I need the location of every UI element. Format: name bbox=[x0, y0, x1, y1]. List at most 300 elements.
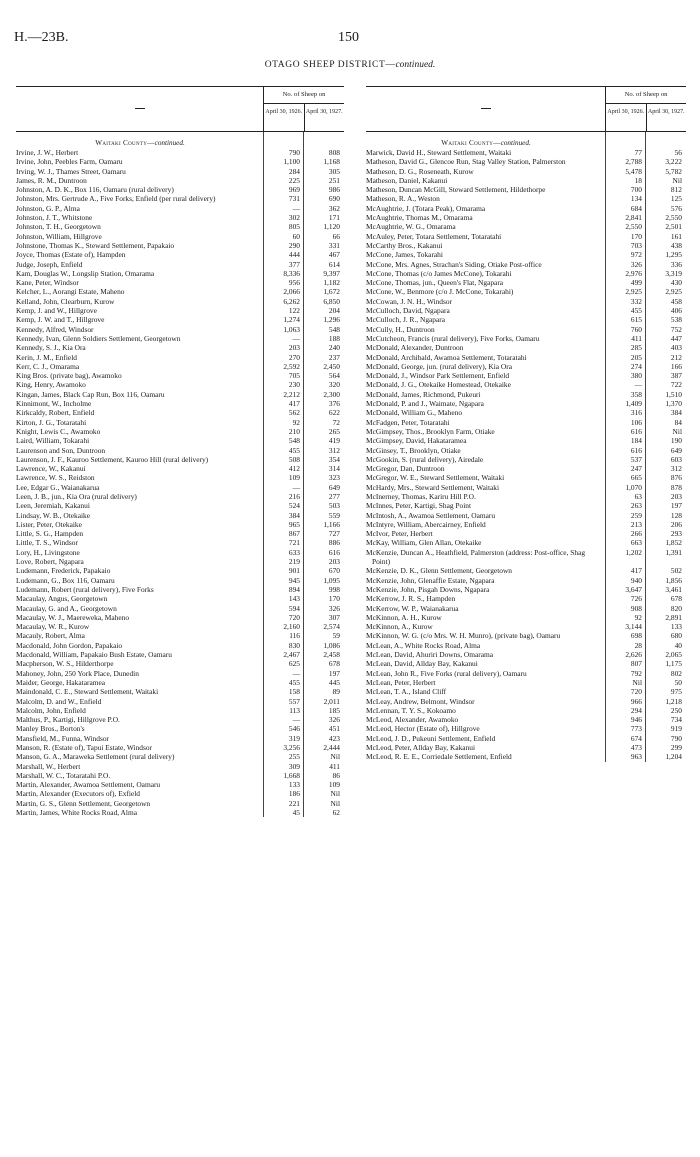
entry-name: McKinnon, W. G. (c/o Mrs. W. H. Munro), (private bag), Oamaru bbox=[366, 631, 561, 641]
table-row bbox=[16, 315, 344, 324]
entry-name: Laird, William, Tokarahi bbox=[16, 436, 90, 446]
sheep-1926: 524 bbox=[288, 501, 300, 511]
table-row bbox=[366, 743, 686, 752]
sheep-1926: 417 bbox=[630, 566, 642, 576]
table-row bbox=[366, 278, 686, 287]
sheep-1927: 1,856 bbox=[665, 575, 682, 585]
entry-name: Leen, Jeremiah, Kakanui bbox=[16, 501, 90, 511]
header-years bbox=[606, 104, 686, 131]
sheep-1926: 616 bbox=[630, 426, 642, 436]
sheep-1926: 1,063 bbox=[283, 324, 300, 334]
table-row bbox=[16, 390, 344, 399]
sheep-1926: 203 bbox=[288, 343, 300, 353]
sheep-1927: 2,444 bbox=[323, 743, 340, 752]
entry-name: McAuley, Peter, Totara Settlement, Totaratahi bbox=[366, 231, 502, 241]
sheep-1927: Nil bbox=[672, 426, 682, 436]
sheep-1926: 274 bbox=[630, 361, 642, 371]
table-row bbox=[16, 455, 344, 464]
header-group-label: No. of Sheep on bbox=[606, 87, 686, 104]
sheep-1926: 674 bbox=[630, 733, 642, 743]
sheep-1927: 919 bbox=[670, 724, 682, 734]
table-row bbox=[366, 585, 686, 594]
sheep-1926: 537 bbox=[630, 454, 642, 464]
table-row bbox=[16, 306, 344, 315]
sheep-1926: 2,976 bbox=[625, 268, 642, 278]
sheep-1927: 56 bbox=[674, 148, 682, 157]
entry-name: Macaulay, G. and A., Georgetown bbox=[16, 603, 117, 613]
table-row bbox=[366, 260, 686, 269]
entry-name: Irvine, John, Peebles Farm, Oamaru bbox=[16, 157, 123, 167]
sheep-1926: — bbox=[292, 668, 300, 678]
table-row bbox=[366, 167, 686, 176]
sheep-1927: 975 bbox=[670, 687, 682, 697]
entry-name: McDonald, James, Richmond, Pukeuri bbox=[366, 389, 481, 399]
sheep-1927: 3,222 bbox=[665, 157, 682, 167]
sheep-1926: 1,070 bbox=[625, 482, 642, 492]
table-row bbox=[16, 613, 344, 622]
entry-name: McIntosh, A., Awamoa Settlement, Oamaru bbox=[366, 510, 496, 520]
table-row bbox=[16, 697, 344, 706]
entry-name: McCulloch, David, Ngapara bbox=[366, 306, 450, 316]
sheep-1927: 197 bbox=[670, 501, 682, 511]
entry-name: McIntyre, William, Abercairney, Enfield bbox=[366, 519, 486, 529]
sheep-1927: 161 bbox=[670, 231, 682, 241]
entry-name: Joyce, Thomas (Estate of), Hampden bbox=[16, 250, 126, 260]
table-row bbox=[366, 548, 686, 567]
sheep-1926: 8,336 bbox=[283, 268, 300, 278]
sheep-1926: 945 bbox=[288, 575, 300, 585]
table-row bbox=[16, 287, 344, 296]
entry-name: Macpherson, W. S., Hilderthorpe bbox=[16, 659, 114, 669]
sheep-1927: 538 bbox=[670, 315, 682, 325]
sheep-1927: 458 bbox=[670, 296, 682, 306]
sheep-1927: Nil bbox=[330, 752, 340, 762]
sheep-1926: 412 bbox=[288, 464, 300, 474]
sheep-1927: 445 bbox=[328, 677, 340, 687]
sheep-1926: 92 bbox=[634, 612, 642, 622]
sheep-1927: 1,175 bbox=[665, 659, 682, 669]
entry-name: Lindsay, W. B., Otekaike bbox=[16, 510, 91, 520]
sheep-1927: 670 bbox=[328, 566, 340, 576]
sheep-1926: 455 bbox=[288, 677, 300, 687]
sheep-1926: 5,478 bbox=[625, 166, 642, 176]
sheep-1926: 698 bbox=[630, 631, 642, 641]
table-row bbox=[16, 799, 344, 808]
sheep-1927: 250 bbox=[670, 705, 682, 715]
table-row bbox=[366, 418, 686, 427]
entry-name: McDonald, George, jun. (rural delivery), Kia Ora bbox=[366, 361, 512, 371]
sheep-1927: 622 bbox=[328, 408, 340, 418]
sheep-1927: 1,218 bbox=[665, 696, 682, 706]
entry-name: Macdonald, William, Papakaio Bush Estate, Oamaru bbox=[16, 650, 172, 660]
sheep-1927: 299 bbox=[670, 743, 682, 752]
sheep-1926: 6,262 bbox=[283, 296, 300, 306]
sheep-1927: 86 bbox=[332, 770, 340, 780]
sheep-1926: 773 bbox=[630, 724, 642, 734]
sheep-1927: 1,182 bbox=[323, 278, 340, 288]
table-row bbox=[366, 390, 686, 399]
table-row bbox=[366, 204, 686, 213]
table-row bbox=[16, 548, 344, 557]
entry-name: Manley Bros., Borton's bbox=[16, 724, 85, 734]
entry-name: McLean, Peter, Herbert bbox=[366, 677, 436, 687]
sheep-1926: 625 bbox=[288, 659, 300, 669]
entry-name: Matheson, Daniel, Kakanui bbox=[366, 175, 448, 185]
table-row bbox=[16, 743, 344, 752]
table-row bbox=[16, 343, 344, 352]
sheep-1927: 2,011 bbox=[323, 696, 340, 706]
table-row bbox=[16, 650, 344, 659]
entry-name: Kerin, J. M., Enfield bbox=[16, 352, 77, 362]
sheep-1927: 1,295 bbox=[665, 250, 682, 260]
sheep-1927: 326 bbox=[328, 603, 340, 613]
table-row bbox=[16, 260, 344, 269]
table-row bbox=[16, 604, 344, 613]
sheep-1926: 3,144 bbox=[625, 622, 642, 632]
sheep-1927: 503 bbox=[328, 501, 340, 511]
entry-name: McInnes, Peter, Kartigi, Shag Point bbox=[366, 501, 472, 511]
sheep-1926: 332 bbox=[630, 296, 642, 306]
table-row bbox=[366, 650, 686, 659]
table-row bbox=[366, 678, 686, 687]
header-year-1927: April 30, 1927. bbox=[646, 104, 687, 131]
entry-name: McLeod, J. D., Pukeuni Settlement, Enfield bbox=[366, 733, 496, 743]
entry-name: McInerney, Thomas, Kariru Hill P.O. bbox=[366, 491, 476, 501]
table-row bbox=[366, 380, 686, 389]
table-row bbox=[16, 576, 344, 585]
sheep-1926: 316 bbox=[630, 408, 642, 418]
table-row bbox=[16, 213, 344, 222]
sheep-1926: 216 bbox=[288, 491, 300, 501]
entry-name: Macaulay, Angus, Georgetown bbox=[16, 594, 108, 604]
entry-name: Matheson, Duncan McGill, Steward Settlement, Hildethorpe bbox=[366, 185, 546, 195]
table-rows bbox=[16, 148, 344, 817]
table-row bbox=[366, 538, 686, 547]
sheep-1927: 237 bbox=[328, 352, 340, 362]
entry-name: McCulloch, J. R., Ngapara bbox=[366, 315, 446, 325]
entry-name: McCone, Thomas, jun., Queen's Flat, Ngapara bbox=[366, 278, 504, 288]
sheep-1927: 188 bbox=[328, 333, 340, 343]
table-row bbox=[16, 659, 344, 668]
entry-name: Lory, H., Livingstone bbox=[16, 547, 80, 557]
sheep-1926: 230 bbox=[288, 380, 300, 390]
sheep-1927: 678 bbox=[670, 594, 682, 604]
sheep-1927: 603 bbox=[670, 454, 682, 464]
sheep-1927: 89 bbox=[332, 687, 340, 697]
table-row bbox=[16, 222, 344, 231]
table-row bbox=[16, 483, 344, 492]
sheep-1927: 1,166 bbox=[323, 519, 340, 529]
sheep-1926: 210 bbox=[288, 426, 300, 436]
table-row bbox=[16, 780, 344, 789]
table-row bbox=[16, 641, 344, 650]
sheep-1927: 548 bbox=[328, 324, 340, 334]
header-year-1926: April 30, 1926. bbox=[607, 109, 645, 115]
table-row bbox=[16, 511, 344, 520]
sheep-1926: 411 bbox=[631, 333, 642, 343]
sheep-1927: 305 bbox=[328, 166, 340, 176]
table-row bbox=[16, 501, 344, 510]
table-row bbox=[16, 520, 344, 529]
table-row bbox=[16, 241, 344, 250]
table-row bbox=[366, 176, 686, 185]
entry-name: Macauly, Robert, Alma bbox=[16, 631, 85, 641]
entry-name: Mansfield, M., Funna, Windsor bbox=[16, 733, 109, 743]
header-name-cell bbox=[16, 87, 263, 131]
table-row bbox=[16, 232, 344, 241]
table-row bbox=[366, 464, 686, 473]
table-row bbox=[366, 529, 686, 538]
entry-name: McDonald, J. G., Otekaike Homestead, Otekaike bbox=[366, 380, 511, 390]
sheep-1927: 128 bbox=[670, 510, 682, 520]
sheep-1926: 901 bbox=[288, 566, 300, 576]
table-row bbox=[16, 724, 344, 733]
table-row bbox=[16, 353, 344, 362]
sheep-1926: 2,212 bbox=[283, 389, 300, 399]
sheep-1927: 1,852 bbox=[665, 538, 682, 548]
table-row bbox=[366, 715, 686, 724]
sheep-1927: 1,391 bbox=[665, 547, 682, 557]
sheep-1926: 225 bbox=[288, 175, 300, 185]
sheep-1927: 2,925 bbox=[665, 287, 682, 297]
sheep-1926: 2,160 bbox=[283, 622, 300, 632]
sheep-1926: 186 bbox=[288, 789, 300, 799]
sheep-1927: 680 bbox=[670, 631, 682, 641]
table-header bbox=[366, 86, 686, 132]
sheep-1926: 45 bbox=[292, 808, 300, 818]
sheep-1926: 720 bbox=[630, 687, 642, 697]
entry-name: McDonald, J., Windsor Park Settlement, Enfield bbox=[366, 371, 510, 381]
entry-name: Lee, Edgar G., Waianakarua bbox=[16, 482, 100, 492]
page-title bbox=[0, 60, 700, 70]
sheep-1927: 331 bbox=[328, 240, 340, 250]
table-row bbox=[366, 631, 686, 640]
header-dash bbox=[481, 108, 491, 109]
sheep-1927: 423 bbox=[328, 733, 340, 743]
table-row bbox=[366, 408, 686, 417]
sheep-1927: 66 bbox=[332, 231, 340, 241]
entry-name: Marwick, David H., Steward Settlement, Waitaki bbox=[366, 148, 512, 157]
sheep-1927: 2,300 bbox=[323, 389, 340, 399]
sheep-1927: 109 bbox=[328, 780, 340, 790]
table-row bbox=[16, 771, 344, 780]
table-row bbox=[366, 613, 686, 622]
table-header bbox=[16, 86, 344, 132]
table-row bbox=[16, 715, 344, 724]
table-row bbox=[366, 287, 686, 296]
sheep-1926: 807 bbox=[630, 659, 642, 669]
sheep-1927: 171 bbox=[328, 213, 340, 223]
sheep-1927: 206 bbox=[670, 519, 682, 529]
entry-name: McKinnon, A. H., Kurow bbox=[366, 612, 442, 622]
sheep-1926: — bbox=[292, 203, 300, 213]
entry-name: Maindonald, C. E., Steward Settlement, Waitaki bbox=[16, 687, 159, 697]
right-column bbox=[366, 86, 686, 762]
table-row bbox=[16, 808, 344, 817]
sheep-1927: 190 bbox=[670, 436, 682, 446]
page-number: 150 bbox=[338, 30, 359, 45]
table-row bbox=[16, 148, 344, 157]
sheep-1926: 60 bbox=[292, 231, 300, 241]
entry-name: McAughtrie, W. G., Omarama bbox=[366, 222, 456, 232]
sheep-1926: 184 bbox=[630, 436, 642, 446]
sheep-1926: 726 bbox=[630, 594, 642, 604]
table-row bbox=[366, 752, 686, 761]
sheep-1926: 615 bbox=[630, 315, 642, 325]
table-row bbox=[16, 362, 344, 371]
entry-name: McLeod, Hector (Estate of), Hillgrove bbox=[366, 724, 480, 734]
sheep-1927: 203 bbox=[670, 491, 682, 501]
sheep-1926: 158 bbox=[288, 687, 300, 697]
sheep-1927: 1,510 bbox=[665, 389, 682, 399]
table-row bbox=[16, 762, 344, 771]
sheep-1927: 2,450 bbox=[323, 361, 340, 371]
entry-name: McKenzie, John, Glenaffie Estate, Ngapara bbox=[366, 575, 495, 585]
sheep-1927: 876 bbox=[670, 473, 682, 483]
entry-name: King Bros. (private bag), Awamoko bbox=[16, 371, 122, 381]
sheep-1927: 240 bbox=[328, 343, 340, 353]
sheep-1926: Nil bbox=[632, 677, 642, 687]
header-name-cell bbox=[366, 87, 605, 131]
sheep-1927: 1,120 bbox=[323, 222, 340, 232]
left-column bbox=[16, 86, 344, 817]
table-row bbox=[16, 473, 344, 482]
sheep-1927: 307 bbox=[328, 612, 340, 622]
sheep-1927: 649 bbox=[328, 482, 340, 492]
entry-name: Matheson, R. A., Weston bbox=[366, 194, 440, 204]
sheep-1927: 406 bbox=[670, 306, 682, 316]
sheep-1927: 277 bbox=[328, 491, 340, 501]
table-row bbox=[16, 687, 344, 696]
sheep-1926: 969 bbox=[288, 185, 300, 195]
sheep-1927: 467 bbox=[328, 250, 340, 260]
sheep-1926: 266 bbox=[630, 529, 642, 539]
sheep-1926: 294 bbox=[630, 705, 642, 715]
sheep-1927: 2,458 bbox=[323, 650, 340, 660]
entry-name: Macaulay, W. R., Kurow bbox=[16, 622, 90, 632]
sheep-1927: 197 bbox=[328, 668, 340, 678]
table-row bbox=[366, 241, 686, 250]
table-row bbox=[366, 306, 686, 315]
entry-name: Kinnimont, W., Incholme bbox=[16, 399, 92, 409]
sheep-1926: 1,202 bbox=[625, 547, 642, 557]
entry-name: Marshall, W. C., Totaratahi P.O. bbox=[16, 770, 111, 780]
sheep-1927: 419 bbox=[328, 436, 340, 446]
sheep-1926: 444 bbox=[288, 250, 300, 260]
sheep-1926: 731 bbox=[288, 194, 300, 204]
sheep-1926: 455 bbox=[288, 445, 300, 455]
table-row bbox=[16, 446, 344, 455]
table-row bbox=[16, 678, 344, 687]
table-row bbox=[366, 706, 686, 715]
sheep-1926: 760 bbox=[630, 324, 642, 334]
sheep-1926: 1,274 bbox=[283, 315, 300, 325]
sheep-1926: 721 bbox=[288, 538, 300, 548]
sheep-1927: 649 bbox=[670, 445, 682, 455]
table-row bbox=[366, 446, 686, 455]
sheep-1927: 312 bbox=[670, 464, 682, 474]
sheep-1926: 966 bbox=[630, 696, 642, 706]
sheep-1926: 302 bbox=[288, 213, 300, 223]
table-row bbox=[16, 585, 344, 594]
entry-name: Matheson, David G., Glencoe Run, Stag Valley Station, Palmerston bbox=[366, 157, 566, 167]
sheep-1927: 886 bbox=[328, 538, 340, 548]
sheep-1927: 3,461 bbox=[665, 584, 682, 594]
sheep-1926: 309 bbox=[288, 761, 300, 771]
sheep-1927: 3,319 bbox=[665, 268, 682, 278]
sheep-1926: 3,256 bbox=[283, 743, 300, 752]
entry-name: Lawrence, W. S., Reidston bbox=[16, 473, 95, 483]
entry-name: Malcolm, D. and W., Enfield bbox=[16, 696, 102, 706]
sheep-1927: 62 bbox=[332, 808, 340, 818]
sheep-1927: Nil bbox=[672, 175, 682, 185]
table-row bbox=[16, 566, 344, 575]
entry-name: Martin, Alexander, Awamoa Settlement, Oamaru bbox=[16, 780, 161, 790]
sheep-1927: 752 bbox=[670, 324, 682, 334]
entry-name: Irving, W. J., Thames Street, Oamaru bbox=[16, 166, 126, 176]
sheep-1926: 92 bbox=[292, 417, 300, 427]
entry-name: Kerr, C. J., Omarama bbox=[16, 361, 80, 371]
sheep-1927: 6,850 bbox=[323, 296, 340, 306]
sheep-1926: 616 bbox=[630, 445, 642, 455]
entry-name: McDonald, Alexander, Duntroon bbox=[366, 343, 464, 353]
sheep-1927: 1,296 bbox=[323, 315, 340, 325]
county-name: Waitaki County— bbox=[441, 139, 501, 147]
entry-name: Kemp, J. W. and T., Hillgrove bbox=[16, 315, 105, 325]
sheep-1927: 170 bbox=[328, 594, 340, 604]
sheep-1926: 1,100 bbox=[283, 157, 300, 167]
entry-name: Laurenson, J. F., Kauroo Settlement, Kauroo Hill (rural delivery) bbox=[16, 454, 209, 464]
table-row bbox=[16, 538, 344, 547]
sheep-1927: 354 bbox=[328, 454, 340, 464]
table-row bbox=[366, 473, 686, 482]
sheep-1927: 2,574 bbox=[323, 622, 340, 632]
table-row bbox=[16, 622, 344, 631]
sheep-1926: 205 bbox=[630, 352, 642, 362]
county-name: Waitaki County— bbox=[95, 139, 155, 147]
entry-name: Johnston, T. H., Georgetown bbox=[16, 222, 101, 232]
table-row bbox=[366, 232, 686, 241]
table-row bbox=[366, 511, 686, 520]
table-row bbox=[16, 176, 344, 185]
entry-name: McGinsey, T., Brooklyn, Otiake bbox=[366, 445, 461, 455]
table-row bbox=[16, 557, 344, 566]
county-heading bbox=[16, 132, 344, 148]
entry-name: Macaulay, W. J., Maereweka, Maheno bbox=[16, 612, 130, 622]
entry-name: McKay, William, Glen Allan, Otekaike bbox=[366, 538, 482, 548]
sheep-1927: 362 bbox=[328, 203, 340, 213]
sheep-1926: 792 bbox=[630, 668, 642, 678]
entry-name: Laurenson and Son, Duntroon bbox=[16, 445, 106, 455]
sheep-1926: 499 bbox=[630, 278, 642, 288]
entry-name: Lister, Peter, Otekaike bbox=[16, 519, 82, 529]
entry-name: McKenzie, John, Pisgah Downs, Ngapara bbox=[366, 584, 490, 594]
sheep-1927: Nil bbox=[330, 798, 340, 808]
entry-name: Kelland, John, Clearburn, Kurow bbox=[16, 296, 115, 306]
sheep-1926: 908 bbox=[630, 603, 642, 613]
sheep-1927: 293 bbox=[670, 529, 682, 539]
entry-name: McDonald, William G., Maheno bbox=[366, 408, 463, 418]
sheep-1926: 18 bbox=[634, 175, 642, 185]
table-row bbox=[16, 436, 344, 445]
table-row bbox=[366, 697, 686, 706]
sheep-1926: 380 bbox=[630, 371, 642, 381]
sheep-1926: 548 bbox=[288, 436, 300, 446]
document-reference: H.—23B. bbox=[14, 30, 69, 45]
sheep-1927: 326 bbox=[328, 715, 340, 725]
entry-name: Matheson, D. G., Roseneath, Kurow bbox=[366, 166, 474, 176]
table-row bbox=[16, 706, 344, 715]
